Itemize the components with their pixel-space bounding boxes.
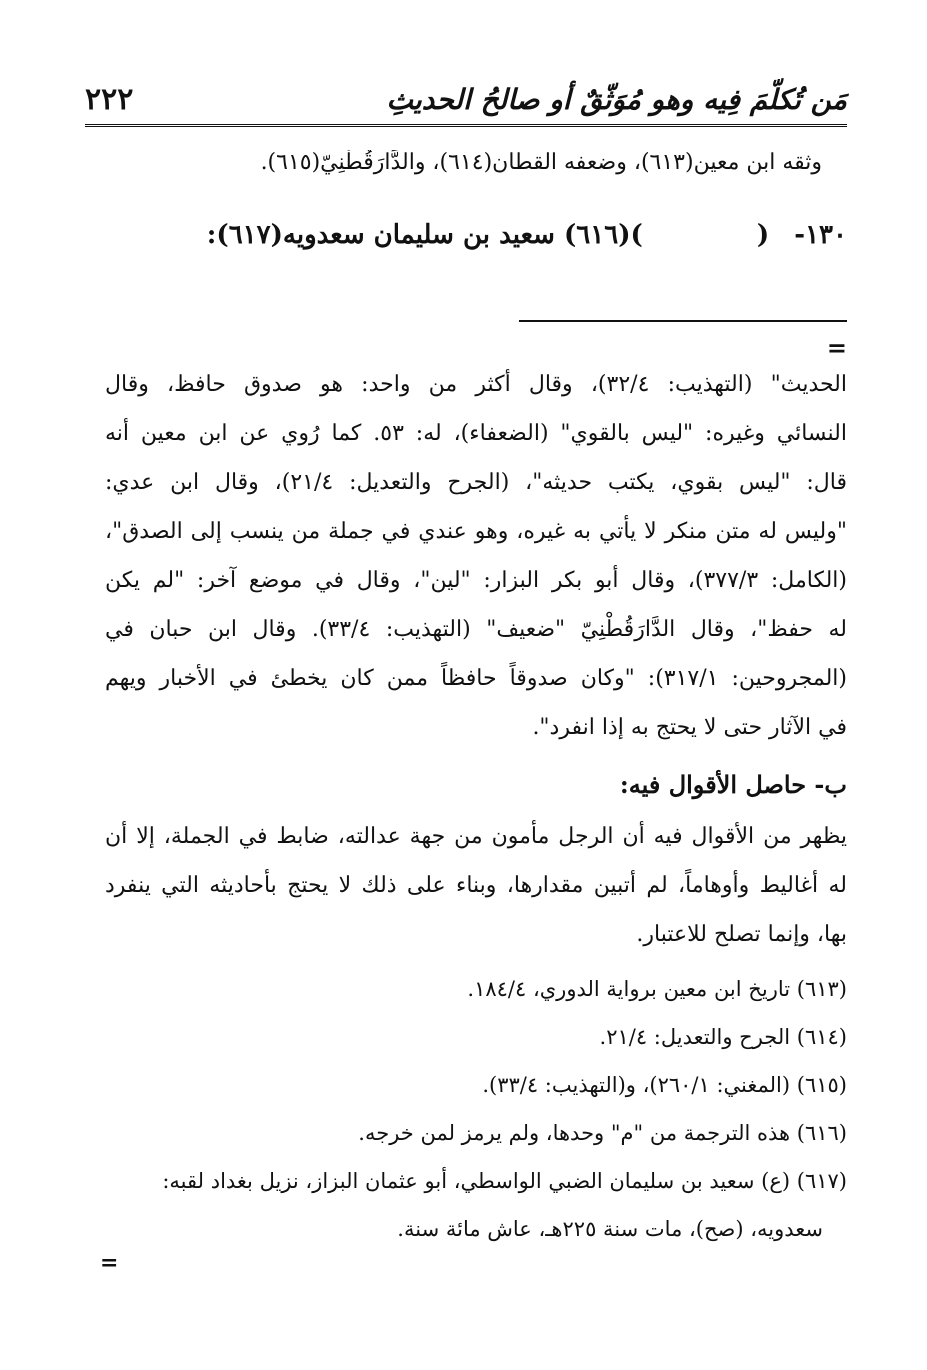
body-line: النسائي وغيره: "ليس بالقوي" (الضعفاء)، له: ٥٣. كما رُوي عن ابن معين أنه (105, 421, 847, 446)
intro-line: وثقه ابن معين(٦١٣)، وضعفه القطان(٦١٤)، والدَّارَقُطْنِيّ(٦١٥). (260, 150, 822, 175)
summary-line: له أغاليط وأوهاماً، لم أتبين مقدارها، وبناء على ذلك لا يحتج بأحاديثه التي ينفرد (105, 873, 847, 898)
body-line: له حفظ"، وقال الدَّارَقُطْنِيّ "ضعيف" (التهذيب: ٣٣/٤). وقال ابن حبان في (105, 617, 848, 642)
footnote: (٦١٥) (المغني: ٢٦٠/١)، و(التهذيب: ٣٣/٤). (482, 1073, 847, 1097)
body-line: "وليس له متن منكر لا يأتي به غيره، وهو عندي في جملة من ينسب إلى الصدق"، (105, 519, 847, 544)
footnote-continuation: سعدويه، (صح)، مات سنة ٢٢٥هـ، عاش مائة سنة. (397, 1217, 823, 1241)
section-subheading: ب- حاصل الأقوال فيه: (619, 770, 847, 799)
summary-paragraph (105, 812, 847, 959)
footnote: (٦١٤) الجرح والتعديل: ٢١/٤. (599, 1025, 847, 1049)
footnote-separator (519, 320, 847, 322)
entry-heading (85, 220, 847, 250)
body-line: في الآثار حتى لا يحتج به إذا انفرد". (532, 715, 847, 740)
body-line: قال: "ليس بقوي، يكتب حديثه"، (الجرح والتعديل: ٢١/٤)، وقال ابن عدي: (105, 470, 848, 495)
footnote: (٦١٦) هذه الترجمة من "م" وحدها، ولم يرمز لمن خرجه. (358, 1121, 847, 1145)
entry-name: سعيد بن سليمان سعدويه(٦١٧): (206, 220, 555, 250)
footnote: (٦١٧) (ع) سعيد بن سليمان الضبي الواسطي، أبو عثمان البزاز، نزيل بغداد لقبه: (162, 1169, 847, 1193)
footnote: (٦١٣) تاريخ ابن معين برواية الدوري، ١٨٤/٤. (467, 977, 847, 1001)
running-title: مَن تُكلّمَ فِيه وهو مُوَثّقٌ أو صالحُ الحديثِ (386, 82, 847, 116)
entry-open-paren: ( (756, 220, 770, 250)
end-continuation-mark: = (100, 1250, 119, 1276)
body-line: (المجروحين: ٣١٧/١): "وكان صدوقاً حافظاً ممن كان يخطئ في الأخبار ويهم (105, 666, 847, 691)
body-line: الحديث" (التهذيب: ٣٢/٤)، وقال أكثر من واحد: هو صدوق حافظ، وقال (105, 372, 848, 397)
entry-number: ١٣٠- (794, 220, 847, 250)
continuation-mark: = (826, 333, 847, 362)
footnote-body (105, 360, 847, 752)
summary-line: يظهر من الأقوال فيه أن الرجل مأمون من جهة عدالته، ضابط في الجملة، إلا أن (105, 824, 847, 849)
summary-line: بها، وإنما تصلح للاعتبار. (636, 922, 847, 947)
page-header (85, 74, 847, 127)
body-line: (الكامل: ٣٧٧/٣)، وقال أبو بكر البزار: "لين"، وقال في موضع آخر: "لم يكن (105, 568, 847, 593)
entry-close-paren: )(٦١٦) (563, 220, 643, 250)
page-number: ٢٢٢ (85, 81, 134, 117)
footnotes (85, 965, 847, 1253)
